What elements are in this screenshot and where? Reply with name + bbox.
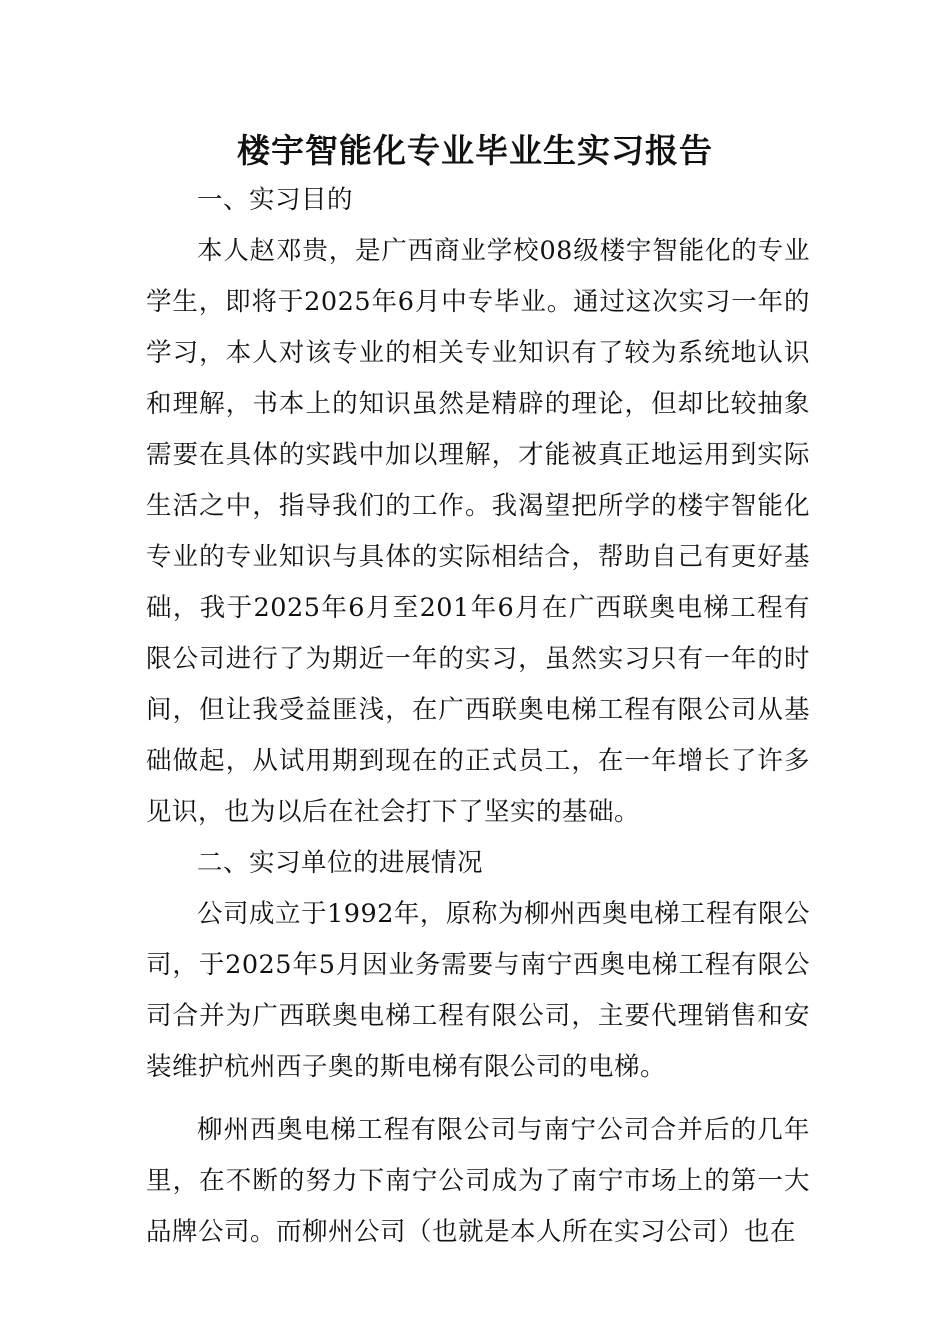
section-heading-purpose: 一、实习目的 — [197, 185, 354, 215]
paragraph-company-history: 公司成立于1992年，原称为柳州西奥电梯工程有限公司，于2025年5月因业务需要与南宁西奥电梯工程有限公司合并为广西联奥电梯工程有限公司，主要代理销售和安装维护杭州西子奥的斯电梯有限公司的电梯。 — [146, 899, 810, 1082]
document-body — [146, 175, 810, 1258]
paragraph-company-merger: 柳州西奥电梯工程有限公司与南宁公司合并后的几年里，在不断的努力下南宁公司成为了南宁市场上的第一大品牌公司。而柳州公司（也就是本人所在实习公司）也在 — [146, 1115, 810, 1247]
document-title: 楼宇智能化专业毕业生实习报告 — [237, 131, 713, 170]
section-heading-company: 二、实习单位的进展情况 — [197, 848, 484, 878]
paragraph-purpose: 本人赵邓贵，是广西商业学校08级楼宇智能化的专业学生，即将于2025年6月中专毕业。通过这次实习一年的学习，本人对该专业的相关专业知识有了较为系统地认识和理解，书本上的知识虽然是精辟的理论，但却比较抽象需要在具体的实践中加以理解，才能被真正地运用到实际生活之中，指导我们的工作。我渴望把所学的楼宇智能化专业的专业知识与具体的实际相结合，帮助自己有更好基础，我于2025年6月至201年6月在广西联奥电梯工程有限公司进行了为期近一年的实习，虽然实习只有一年的时间，但让我受益匪浅，在广西联奥电梯工程有限公司从基础做起，从试用期到现在的正式员工，在一年增长了许多见识，也为以后在社会打下了坚实的基础。 — [146, 236, 810, 827]
